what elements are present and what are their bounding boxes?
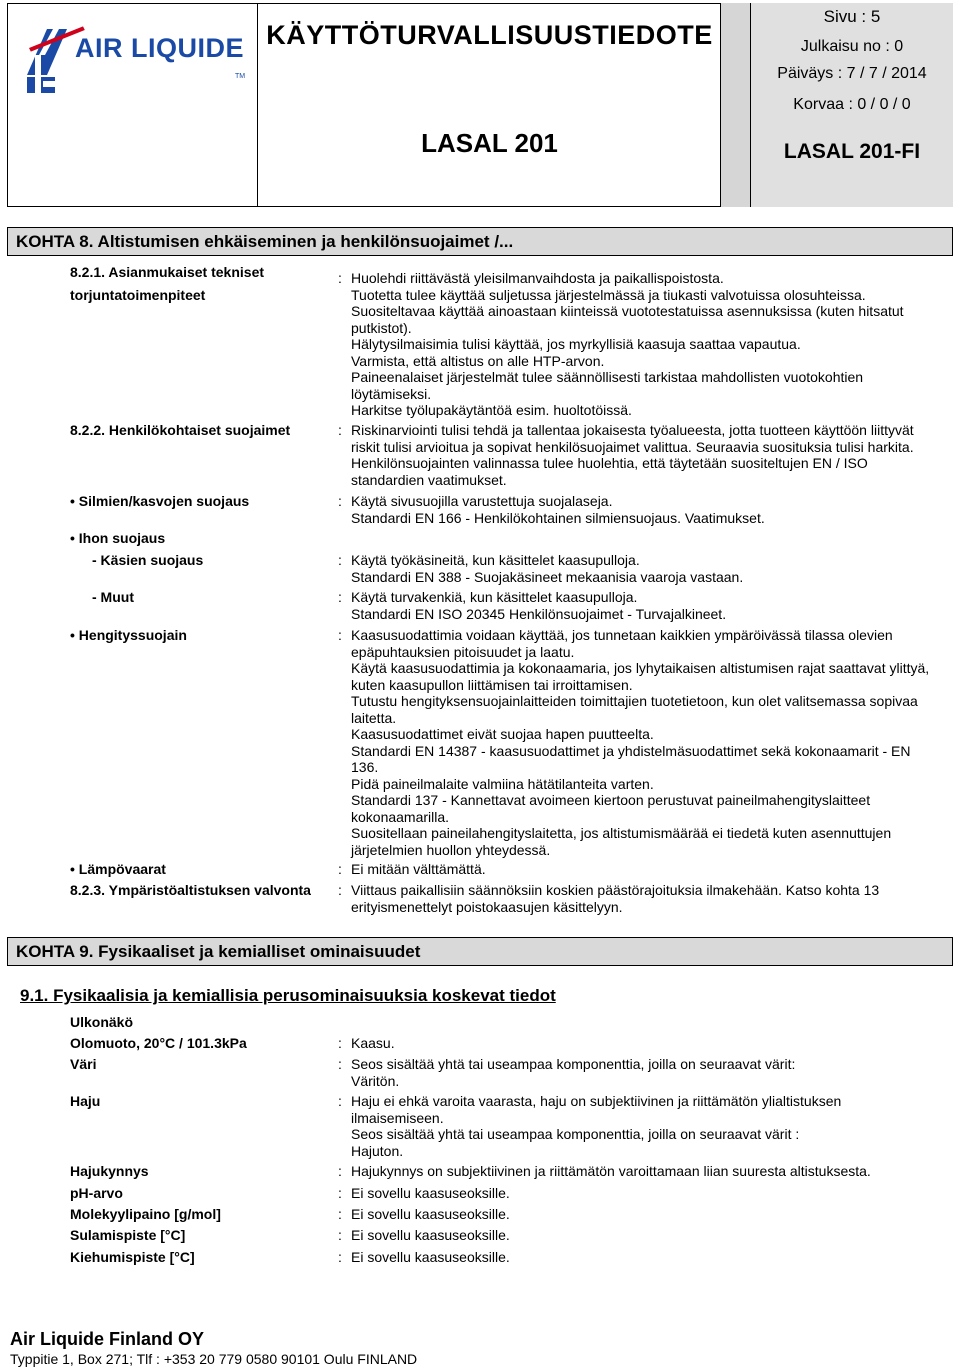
text-line: standardien vaatimukset. bbox=[351, 471, 507, 488]
hand-protection-text bbox=[351, 552, 951, 585]
text-line: Kaasusuodattimia voidaan käyttää, jos tunnetaan kaikkien ympäröivässä tilassa olevien bbox=[351, 627, 893, 643]
colon: : bbox=[338, 1206, 342, 1222]
property-value bbox=[351, 1056, 951, 1089]
text-line: Hajukynnys on subjektiivinen ja riittämätön varoittamaan liian suuresta altistuksesta. bbox=[351, 1163, 871, 1179]
section-9-title: KOHTA 9. Fysikaaliset ja kemialliset ominaisuudet bbox=[7, 937, 953, 966]
text-line: Väritön. bbox=[351, 1072, 400, 1089]
text-line: laitetta. bbox=[351, 709, 397, 726]
thermal-hazards-label bbox=[70, 861, 166, 878]
replaces-date: Korvaa : 0 / 0 / 0 bbox=[793, 96, 911, 113]
colon: : bbox=[338, 1185, 342, 1201]
s823-text bbox=[351, 882, 951, 915]
product-code: LASAL 201-FI bbox=[783, 140, 921, 163]
colon: : bbox=[338, 493, 342, 509]
logo-cell bbox=[7, 3, 258, 207]
text-line: epäpuhtauksien pitoisuudet ja laatu. bbox=[351, 643, 575, 660]
colon: : bbox=[338, 552, 342, 568]
text-line: Suositeltavaa käyttää ainoastaan kiinteissä vuototestatuissa asennuksissa (kuten hitsatut bbox=[351, 303, 904, 319]
text-line: löytämiseksi. bbox=[351, 385, 432, 402]
property-value bbox=[351, 1206, 951, 1223]
s821-text bbox=[351, 270, 951, 419]
subsection-9-1-heading: 9.1. Fysikaalisia ja kemiallisia perusominaisuuksia koskevat tiedot bbox=[20, 986, 556, 1005]
text-line: kokonaamarilla. bbox=[351, 808, 450, 825]
label-text: Ihon suojaus bbox=[78, 530, 166, 546]
property-label: Sulamispiste [°C] bbox=[70, 1227, 186, 1243]
property-value bbox=[351, 1185, 951, 1202]
property-label: Haju bbox=[70, 1093, 101, 1109]
text-line: Hajuton. bbox=[351, 1142, 404, 1159]
eye-protection-label bbox=[70, 493, 249, 510]
section-8-title: KOHTA 8. Altistumisen ehkäiseminen ja henkilönsuojaimet /... bbox=[7, 227, 953, 256]
text-line: kuten kaasupullon liittämisen tai irroittamisen. bbox=[351, 676, 633, 693]
text-line: 136. bbox=[351, 759, 379, 775]
property-value bbox=[351, 1035, 951, 1052]
text-line: Käytä sivusuojilla varustettuja suojalaseja. bbox=[351, 493, 613, 509]
colon: : bbox=[338, 422, 342, 438]
s821-label-2: torjuntatoimenpiteet bbox=[70, 287, 206, 303]
colon: : bbox=[338, 589, 342, 605]
text-line: Käytä turvakenkiä, kun käsittelet kaasupulloja. bbox=[351, 589, 638, 605]
text-line: Paineenalaiset järjestelmät tulee säännöllisesti tarkistaa mahdollisten vuotokohtien bbox=[351, 369, 864, 385]
text-line: Ei sovellu kaasuseoksille. bbox=[351, 1185, 510, 1201]
text-line: erityismenettelyt poistokaasujen käsittelyyn. bbox=[351, 898, 623, 915]
other-protection-text bbox=[351, 589, 951, 622]
company-logo-text: AIR LIQUIDE bbox=[75, 33, 245, 63]
text-line: Varmista, että altistus on alle HTP-arvon. bbox=[351, 352, 605, 369]
text-line: Kaasusuodattimet eivät suojaa hapen puutteelta. bbox=[351, 726, 654, 742]
s821-label-1: 8.2.1. Asianmukaiset tekniset bbox=[70, 264, 265, 280]
issue-date: Päiväys : 7 / 7 / 2014 bbox=[777, 65, 927, 82]
s823-label: 8.2.3. Ympäristöaltistuksen valvonta bbox=[70, 882, 311, 898]
property-label: pH-arvo bbox=[70, 1185, 123, 1201]
text-line: Suositellaan paineilahengityslaitetta, jos altistumismäärää ei tiedetä kuten asennuttujen bbox=[351, 825, 892, 841]
bullet: • bbox=[70, 861, 79, 877]
text-line: Harkitse työlupakäytäntöä esim. huoltotöissä. bbox=[351, 402, 632, 418]
thermal-hazards-text bbox=[351, 861, 951, 878]
text-line: riskit tulisi arvioitua ja sopivat henkilösuojaimet valittua. Seuraavia suosituksia tulisi harkita. bbox=[351, 438, 914, 455]
text-line: Käytä työkäsineitä, kun käsittelet kaasupulloja. bbox=[351, 552, 640, 568]
text-line: Standardi EN 14387 - kaasusuodattimet ja yhdistelmäsuodattimet sekä kokonaamarit - EN bbox=[351, 742, 911, 759]
s822-text bbox=[351, 422, 951, 488]
header-separator bbox=[721, 3, 751, 207]
label-text: Lämpövaarat bbox=[78, 861, 166, 877]
colon: : bbox=[338, 1093, 342, 1109]
hand-protection-label: - Käsien suojaus bbox=[92, 552, 204, 568]
colon: : bbox=[338, 1035, 342, 1051]
text-line: putkistot). bbox=[351, 319, 412, 336]
page-number: Sivu : 5 bbox=[823, 7, 881, 26]
property-value bbox=[351, 1093, 951, 1159]
text-line: Seos sisältää yhtä tai useampaa komponenttia, joilla on seuraavat värit : bbox=[351, 1126, 800, 1142]
label-text: Silmien/kasvojen suojaus bbox=[78, 493, 250, 509]
text-line: Viittaus paikallisiin säännöksiin koskien päästörajoituksia ilmakehään. Katso kohta 13 bbox=[351, 882, 880, 898]
property-label: Väri bbox=[70, 1056, 97, 1072]
bullet: • bbox=[70, 627, 79, 643]
eye-protection-text bbox=[351, 493, 951, 526]
text-line: Standardi EN 166 - Henkilökohtainen silmiensuojaus. Vaatimukset. bbox=[351, 509, 765, 526]
product-name: LASAL 201 bbox=[421, 128, 558, 158]
text-line: Ei sovellu kaasuseoksille. bbox=[351, 1227, 510, 1243]
footer-address: Typpitie 1, Box 271; Tlf : +353 20 779 0580 90101 Oulu FINLAND bbox=[10, 1351, 418, 1367]
issue-number: Julkaisu no : 0 bbox=[800, 38, 904, 55]
text-line: Seos sisältää yhtä tai useampaa komponenttia, joilla on seuraavat värit: bbox=[351, 1056, 796, 1072]
text-line: Tuotetta tulee käyttää suljetussa järjestelmässä ja tiukasti valvotuissa olosuhteissa. bbox=[351, 286, 866, 303]
colon: : bbox=[338, 627, 342, 643]
colon: : bbox=[338, 861, 342, 877]
footer-company: Air Liquide Finland OY bbox=[10, 1329, 205, 1349]
property-label: Molekyylipaino [g/mol] bbox=[70, 1206, 221, 1222]
skin-protection-label bbox=[70, 530, 165, 547]
respiratory-protection-label bbox=[70, 627, 187, 644]
colon: : bbox=[338, 1056, 342, 1072]
text-line: Standardi EN ISO 20345 Henkilönsuojaimet - Turvajalkineet. bbox=[351, 605, 727, 622]
trademark-mark: TM bbox=[235, 73, 246, 80]
colon: : bbox=[338, 882, 342, 898]
appearance-label: Ulkonäkö bbox=[70, 1014, 134, 1030]
text-line: Ei mitään välttämättä. bbox=[351, 861, 486, 877]
text-line: Tutustu hengityksensuojainlaitteiden toimittajien tuotetietoon, kun olet valitsemassa sopivaa bbox=[351, 693, 918, 709]
text-line: Käytä kaasusuodattimia ja kokonaamaria, jos lyhytaikaisen altistumisen rajat saattavat ylittyä, bbox=[351, 660, 930, 676]
text-line: Standardi 137 - Kannettavat avoimeen kiertoon perustuvat paineilmahengityslaitteet bbox=[351, 792, 871, 808]
text-line: Ei sovellu kaasuseoksille. bbox=[351, 1206, 510, 1222]
document-title: KÄYTTÖTURVALLISUUSTIEDOTE bbox=[266, 20, 713, 50]
property-label: Hajukynnys bbox=[70, 1163, 149, 1179]
text-line: Hälytysilmaisimia tulisi käyttää, jos myrkyllisiä kaasuja saattaa vapautua. bbox=[351, 336, 801, 352]
label-text: Hengityssuojain bbox=[78, 627, 187, 643]
colon: : bbox=[338, 1227, 342, 1243]
text-line: Haju ei ehkä varoita vaarasta, haju on subjektiivinen ja riittämätön ylialtistuksen bbox=[351, 1093, 842, 1109]
respiratory-protection-text bbox=[351, 627, 951, 858]
text-line: Pidä paineilmalaite valmiina hätätilanteita varten. bbox=[351, 775, 654, 792]
text-line: Ei sovellu kaasuseoksille. bbox=[351, 1249, 510, 1265]
property-value bbox=[351, 1249, 951, 1266]
s822-label: 8.2.2. Henkilökohtaiset suojaimet bbox=[70, 422, 291, 438]
text-line: ilmaisemiseen. bbox=[351, 1109, 444, 1126]
colon: : bbox=[338, 270, 342, 286]
colon: : bbox=[338, 1249, 342, 1265]
property-label: Olomuoto, 20°C / 101.3kPa bbox=[70, 1035, 247, 1051]
text-line: Huolehdi riittävästä yleisilmanvaihdosta ja paikallispoistosta. bbox=[351, 270, 724, 286]
text-line: Riskinarviointi tulisi tehdä ja tallentaa jokaisesta työalueesta, jotta tuotteen käyttöön liittyvät bbox=[351, 422, 914, 438]
bullet: • bbox=[70, 493, 79, 509]
other-protection-label: - Muut bbox=[92, 589, 134, 605]
text-line: Kaasu. bbox=[351, 1035, 395, 1051]
colon: : bbox=[338, 1163, 342, 1179]
property-value bbox=[351, 1227, 951, 1244]
text-line: Standardi EN 388 - Suojakäsineet mekaanisia vaaroja vastaan. bbox=[351, 568, 744, 585]
property-label: Kiehumispiste [°C] bbox=[70, 1249, 195, 1265]
property-value bbox=[351, 1163, 951, 1180]
text-line: järjetelmien huollon yhteydessä. bbox=[351, 841, 551, 858]
bullet: • bbox=[70, 530, 79, 546]
text-line: Henkilönsuojainten valinnassa tulee huolehtia, että täytetään suositeltujen EN / ISO bbox=[351, 455, 868, 471]
